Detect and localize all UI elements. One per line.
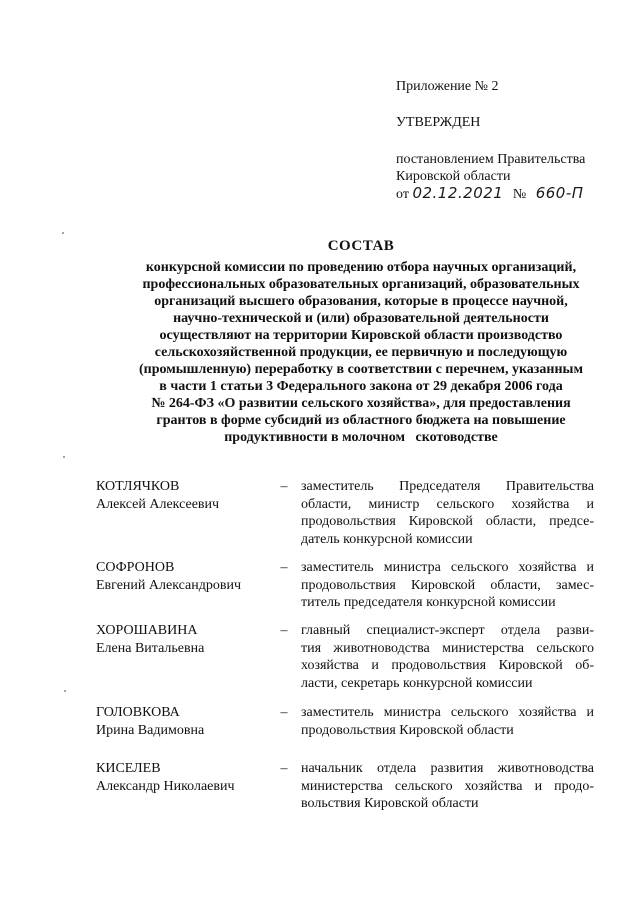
role-line: заместитель министра сельского хозяйства и bbox=[301, 560, 594, 575]
member-surname: ХОРОШАВИНА bbox=[96, 623, 198, 638]
member-given-name: Ирина Вадимовна bbox=[96, 722, 205, 738]
role-line: министерства сельского хозяйства и продо- bbox=[301, 778, 594, 794]
member-role bbox=[301, 559, 594, 612]
number-sign: № bbox=[512, 187, 527, 202]
member-dash: – bbox=[280, 761, 288, 776]
role-line: области, министр сельского хозяйства и bbox=[301, 496, 594, 512]
scan-speck bbox=[63, 456, 65, 458]
role-line: титель председателя конкурсной комиссии bbox=[301, 595, 556, 610]
role-line: вольствия Кировской области bbox=[301, 796, 479, 811]
member-given-name: Евгений Александрович bbox=[96, 577, 242, 593]
member-dash: – bbox=[280, 479, 288, 494]
role-line: продовольствия Кировской области, замес- bbox=[301, 577, 594, 593]
role-line: главный специалист-эксперт отдела разви- bbox=[301, 623, 594, 638]
title-line: научно-технической и (или) образовательной деятельности bbox=[173, 311, 549, 326]
role-line: ласти, секретарь конкурсной комиссии bbox=[301, 675, 533, 691]
decree-date: 02.12.2021 bbox=[412, 184, 504, 202]
title-line: профессиональных образовательных организаций, образовательных bbox=[142, 277, 580, 292]
approved-label: УТВЕРЖДЕН bbox=[396, 115, 481, 130]
member-surname: КОТЛЯЧКОВ bbox=[96, 479, 180, 494]
document-title: СОСТАВ bbox=[327, 238, 395, 254]
member-given-name: Алексей Алексеевич bbox=[96, 496, 220, 512]
member-name bbox=[96, 478, 276, 513]
member-name bbox=[96, 760, 276, 795]
member-given-name: Александр Николаевич bbox=[96, 778, 235, 794]
role-line: датель конкурсной комиссии bbox=[301, 531, 473, 547]
title-line: в части 1 статьи 3 Федерального закона от 29 декабря 2006 года bbox=[159, 379, 563, 394]
member-dash: – bbox=[280, 560, 288, 575]
member-role bbox=[301, 478, 594, 548]
member-name bbox=[96, 704, 276, 739]
member-name bbox=[96, 559, 276, 594]
role-line: начальник отдела развития животноводства bbox=[301, 761, 594, 776]
title-line: грантов в форме субсидий из областного бюджета на повышение bbox=[156, 413, 566, 428]
role-line: заместитель Председателя Правительства bbox=[301, 479, 594, 494]
member-dash: – bbox=[280, 623, 288, 638]
member-role bbox=[301, 622, 594, 692]
appendix-label: Приложение № 2 bbox=[396, 79, 499, 94]
member-surname: КИСЕЛЕВ bbox=[96, 761, 161, 776]
title-line: организаций высшего образования, которые в процессе научной, bbox=[154, 294, 568, 309]
title-line: конкурсной комиссии по проведению отбора научных организаций, bbox=[145, 260, 577, 275]
decree-date-line bbox=[396, 185, 626, 203]
role-line: тия животноводства министерства сельского bbox=[301, 640, 594, 656]
basis-line-2: Кировской области bbox=[396, 169, 511, 184]
basis-line-1: постановлением Правительства bbox=[396, 152, 586, 167]
member-surname: СОФРОНОВ bbox=[96, 560, 175, 575]
document-title-block bbox=[96, 238, 626, 446]
role-line: продовольствия Кировской области, предсе- bbox=[301, 514, 594, 529]
member-dash: – bbox=[280, 705, 288, 720]
title-line: продуктивности в молочном скотоводстве bbox=[224, 430, 498, 445]
scan-speck bbox=[64, 690, 66, 692]
member-role bbox=[301, 760, 594, 813]
date-prefix: от bbox=[396, 187, 409, 202]
member-surname: ГОЛОВКОВА bbox=[96, 705, 180, 720]
title-line: осуществляют на территории Кировской области производство bbox=[159, 328, 563, 343]
title-line: сельскохозяйственной продукции, ее первичную и последующую bbox=[154, 345, 568, 360]
role-line: хозяйства и продовольствия Кировской об- bbox=[301, 658, 594, 673]
decree-number: 660-П bbox=[535, 184, 584, 202]
title-line: (промышленную) переработку в соответствии с перечнем, указанным bbox=[138, 362, 584, 377]
member-name bbox=[96, 622, 276, 657]
scan-speck bbox=[62, 232, 64, 234]
member-given-name: Елена Витальевна bbox=[96, 640, 205, 656]
role-line: заместитель министра сельского хозяйства и bbox=[301, 705, 594, 720]
role-line: продовольствия Кировской области bbox=[301, 722, 514, 738]
member-role bbox=[301, 704, 594, 739]
approval-block bbox=[396, 78, 626, 203]
title-line: № 264-ФЗ «О развитии сельского хозяйства», для предоставления bbox=[151, 396, 571, 411]
